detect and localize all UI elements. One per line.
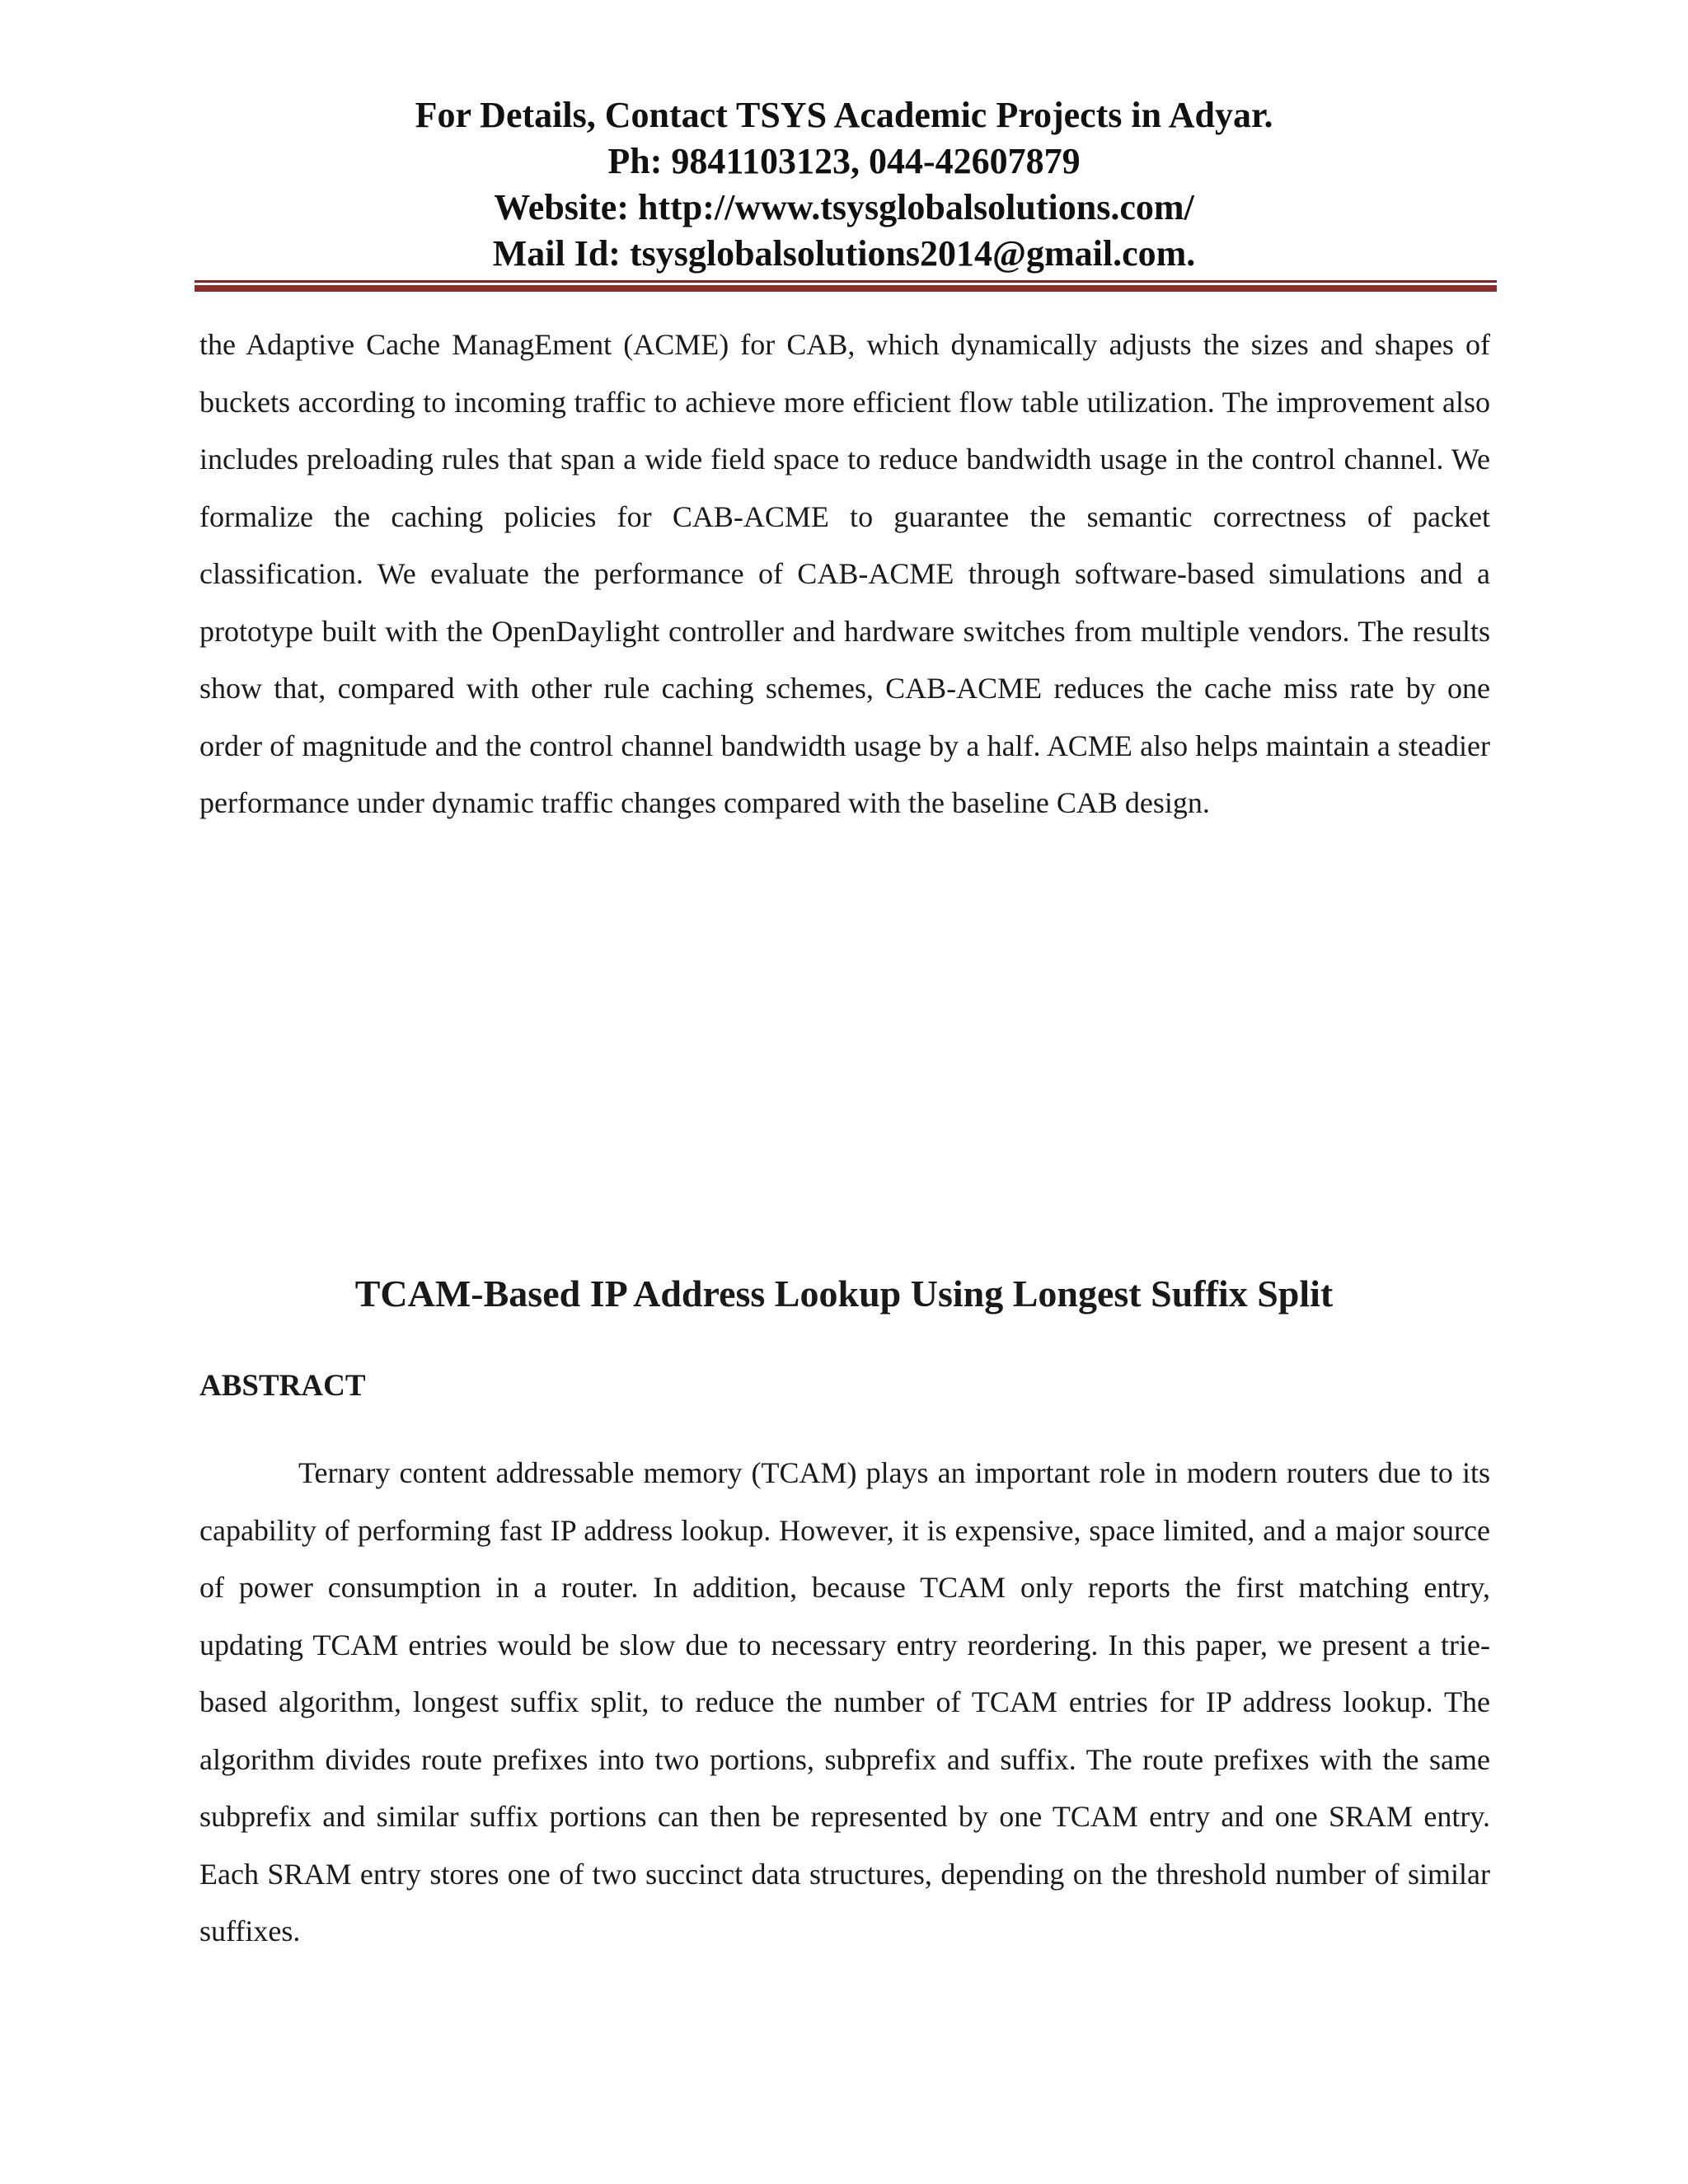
contact-header: [0, 92, 1688, 277]
paper-title: TCAM-Based IP Address Lookup Using Longest Suffix Split: [354, 1272, 1334, 1315]
continuation-paragraph: the Adaptive Cache ManagEment (ACME) for CAB, which dynamically adjusts the sizes and shapes of buckets according to incoming traffic to achieve more efficient flow table utilization. The improvement also includes preloading rules that span a wide field space to reduce bandwidth usage in the control channel. We formalize the caching policies for CAB-ACME to guarantee the semantic correctness of packet classification. We evaluate the performance of CAB-ACME through software-based simulations and a prototype built with the OpenDaylight controller and hardware switches from multiple vendors. The results show that, compared with other rule caching schemes, CAB-ACME reduces the cache miss rate by one order of magnitude and the control channel bandwidth usage by a half. ACME also helps maintain a steadier performance under dynamic traffic changes compared with the baseline CAB design.: [199, 328, 1490, 819]
header-website-line: Website: http://www.tsysglobalsolutions.com/: [494, 187, 1194, 227]
header-contact-line: For Details, Contact TSYS Academic Projects in Adyar.: [415, 95, 1273, 135]
abstract-heading: ABSTRACT: [199, 1369, 366, 1403]
abstract-paragraph: Ternary content addressable memory (TCAM) plays an important role in modern routers due to its capability of performing fast IP address lookup. However, it is expensive, space limited, and a major source of power consumption in a router. In addition, because TCAM only reports the first matching entry, updating TCAM entries would be slow due to necessary entry reordering. In this paper, we present a trie-based algorithm, longest suffix split, to reduce the number of TCAM entries for IP address lookup. The algorithm divides route prefixes into two portions, subprefix and suffix. The route prefixes with the same subprefix and similar suffix portions can then be represented by one TCAM entry and one SRAM entry. Each SRAM entry stores one of two succinct data structures, depending on the threshold number of similar suffixes.: [199, 1456, 1490, 1947]
header-divider-thin: [195, 280, 1497, 283]
header-email-line: Mail Id: tsysglobalsolutions2014@gmail.com.: [492, 233, 1196, 274]
header-divider-thick: [195, 285, 1497, 292]
header-phone-line: Ph: 9841103123, 044-42607879: [607, 141, 1081, 181]
